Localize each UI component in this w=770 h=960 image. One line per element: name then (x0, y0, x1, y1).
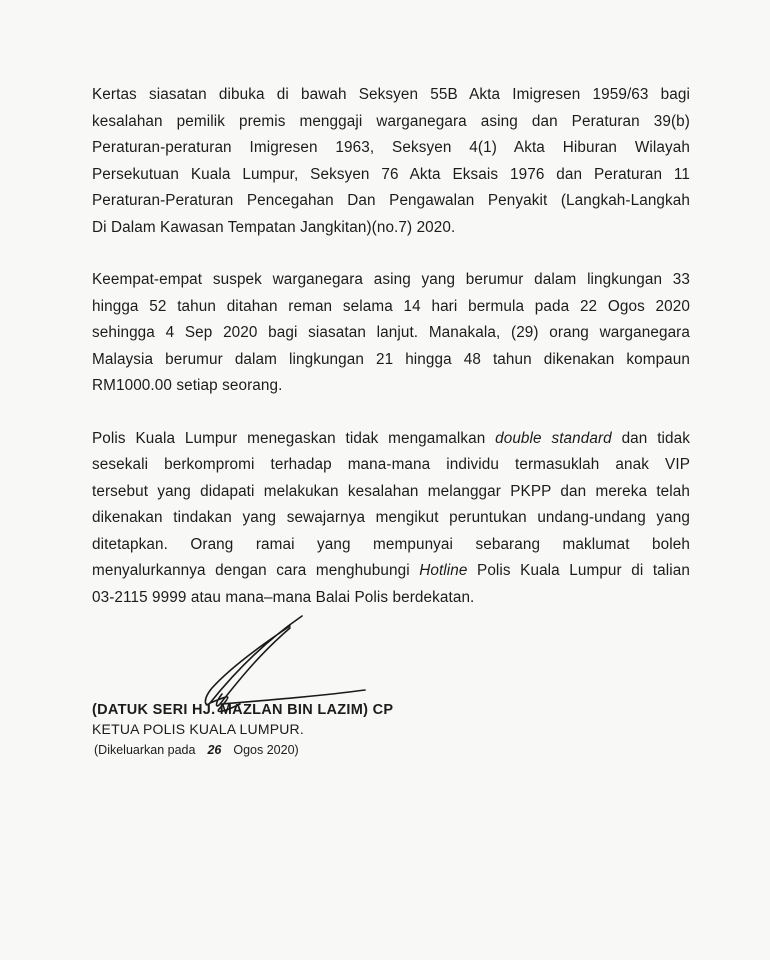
text-line: tersebut yang didapati melakukan kesalahan melanggar PKPP dan mereka telah (92, 482, 690, 500)
text-line: 03-2115 9999 atau mana–mana Balai Polis berdekatan. (92, 588, 475, 606)
text-line: Peraturan-peraturan Imigresen 1963, Seksyen 4(1) Akta Hiburan Wilayah (92, 139, 690, 156)
signatory-name: (DATUK SERI HJ. MAZLAN BIN LAZIM) CP (92, 702, 394, 718)
text-line: Keempat-empat suspek warganegara asing yang berumur dalam lingkungan 33 (92, 271, 690, 288)
text-line: sehingga 4 Sep 2020 bagi siasatan lanjut. Manakala, (29) orang warganegara (92, 324, 690, 341)
paragraph-investigation (92, 82, 690, 241)
issue-date-suffix: Ogos 2020) (233, 743, 299, 757)
text-line: Polis Kuala Lumpur menegaskan tidak mengamalkan double standard dan tidak (92, 429, 691, 447)
text-line: RM1000.00 setiap seorang. (92, 377, 283, 394)
text-line: kesalahan pemilik premis menggaji warganegara asing dan Peraturan 39(b) (92, 112, 690, 130)
text-line: hingga 52 tahun ditahan reman selama 14 hari bermula pada 22 Ogos 2020 (92, 297, 690, 315)
text-line: ditetapkan. Orang ramai yang mempunyai sebarang maklumat boleh (92, 535, 690, 553)
body-text (92, 82, 690, 637)
paragraph-remand (92, 267, 690, 400)
signature-block (92, 700, 393, 759)
issue-date-day: 26 (207, 743, 222, 757)
text-line: menyalurkannya dengan cara menghubungi Hotline Polis Kuala Lumpur di talian (92, 562, 690, 579)
text-line: Di Dalam Kawasan Tempatan Jangkitan)(no.7) 2020. (92, 218, 456, 236)
text-line: sesekali berkompromi terhadap mana-mana individu termasuklah anak VIP (92, 456, 690, 473)
signatory-title: KETUA POLIS KUALA LUMPUR. (92, 721, 304, 737)
text-line: Kertas siasatan dibuka di bawah Seksyen 55B Akta Imigresen 1959/63 bagi (92, 86, 690, 103)
issue-date (94, 741, 393, 759)
text-line: Peraturan-Peraturan Pencegahan Dan Pengawalan Penyakit (Langkah-Langkah (92, 192, 690, 209)
text-line: dikenakan tindakan yang sewajarnya mengikut peruntukan undang-undang yang (92, 509, 690, 526)
text-line: Malaysia berumur dalam lingkungan 21 hingga 48 tahun dikenakan kompaun (92, 350, 690, 368)
issue-date-prefix: (Dikeluarkan pada (94, 743, 196, 757)
paragraph-statement (92, 426, 690, 612)
text-line: Persekutuan Kuala Lumpur, Seksyen 76 Akta Eksais 1976 dan Peraturan 11 (92, 165, 690, 183)
